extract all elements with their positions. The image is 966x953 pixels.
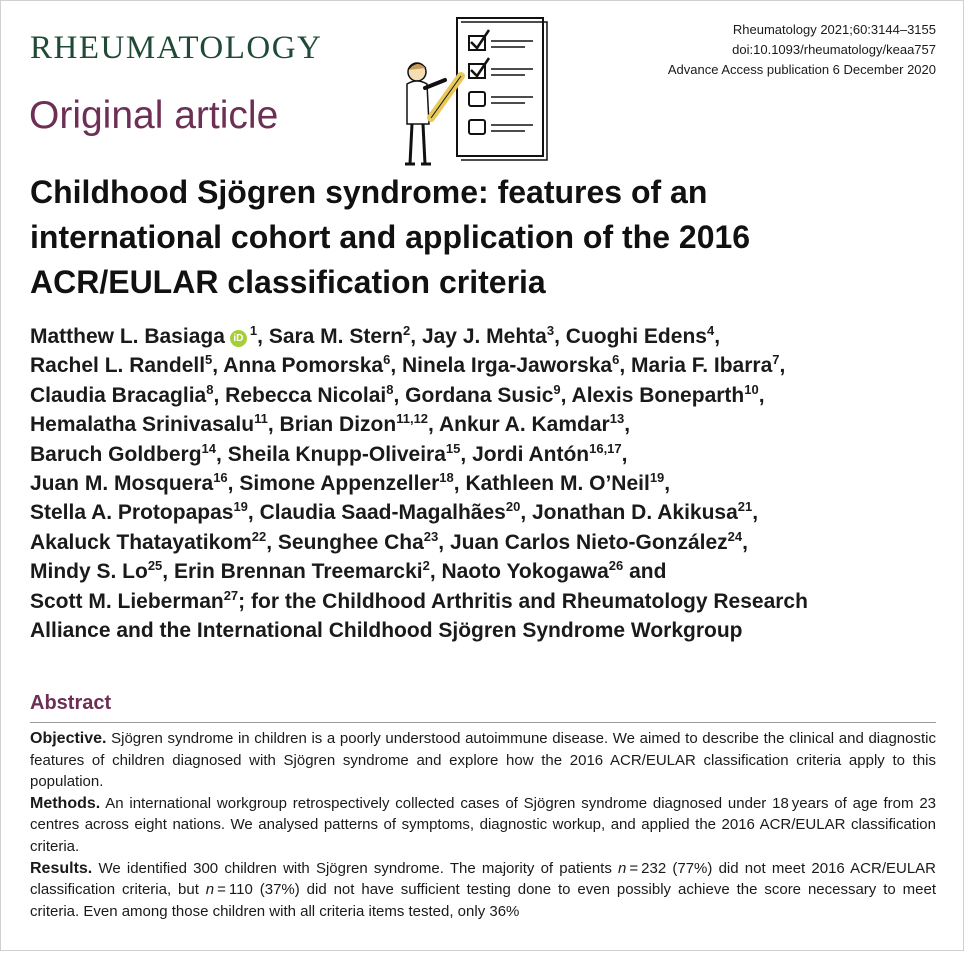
abstract-heading: Abstract <box>30 692 112 714</box>
affiliation-number: 18 <box>439 470 454 486</box>
author-name: Maria F. Ibarra <box>631 354 773 378</box>
author-separator: , <box>624 413 631 437</box>
author-list <box>30 322 950 645</box>
author-separator: , <box>227 472 234 496</box>
author-separator: , <box>266 530 273 554</box>
author-name: Kathleen M. O’Neil <box>465 472 650 496</box>
author-name: Juan Carlos Nieto-González <box>449 530 728 554</box>
author-separator: , <box>393 383 400 407</box>
author-separator: , <box>554 325 560 348</box>
abstract-text: = 232 (77%) did not meet 2016 ACR/EULAR classification criteria, but <box>30 859 937 899</box>
author-name: Sara M. Stern <box>268 325 404 348</box>
checklist-illustration-icon <box>395 14 555 174</box>
author-separator: , <box>267 413 274 437</box>
author-name: Cuoghi Edens <box>565 325 707 348</box>
author-name: Gordana Susic <box>405 383 554 407</box>
author-name: Sheila Knupp-Oliveira <box>227 442 446 466</box>
affiliation-number: 24 <box>727 528 743 544</box>
author-separator: , <box>257 325 263 348</box>
affiliation-number: 6 <box>612 352 620 368</box>
abstract-section <box>30 793 936 858</box>
citation-block <box>668 20 936 80</box>
author-name: Ankur A. Kamdar <box>438 413 610 437</box>
author-name: Hemalatha Srinivasalu <box>30 413 255 437</box>
author-name: Mindy S. Lo <box>30 560 148 584</box>
author-separator: , <box>438 530 445 554</box>
abstract-section <box>30 728 936 793</box>
author-name: Matthew L. Basiaga <box>30 325 225 348</box>
title-line: ACR/EULAR classification criteria <box>30 264 546 300</box>
abstract-section-label: Objective. <box>30 730 107 747</box>
author-line <box>30 322 950 351</box>
author-separator: , <box>213 383 220 407</box>
affiliation-number: 15 <box>445 440 461 456</box>
author-separator: , <box>216 442 222 466</box>
affiliation-number: 13 <box>609 411 625 427</box>
author-line <box>30 616 950 645</box>
author-name: Rebecca Nicolai <box>225 383 387 407</box>
author-name: Simone Appenzeller <box>239 472 440 496</box>
author-separator: , <box>460 442 467 466</box>
author-name: Brian Dizon <box>279 413 397 437</box>
author-separator: , <box>212 354 219 378</box>
author-name: Anna Pomorska <box>223 354 384 378</box>
author-separator: , <box>714 325 721 348</box>
author-separator: , <box>390 354 397 378</box>
author-separator: , <box>758 383 765 407</box>
affiliation-number: 10 <box>744 381 759 397</box>
author-separator: , <box>752 501 759 525</box>
publication-date: Advance Access publication 6 December 2020 <box>667 62 936 77</box>
italic-variable: n <box>205 881 215 899</box>
author-name: Jay J. Mehta <box>421 325 547 348</box>
abstract-divider <box>30 722 936 723</box>
author-separator: , <box>779 354 786 378</box>
title-line: international cohort and application of the 2016 <box>30 219 751 255</box>
affiliation-number: 26 <box>608 558 624 574</box>
affiliation-number: 11,12 <box>396 411 429 427</box>
abstract-section-label: Methods. <box>30 794 101 812</box>
article-type: Original article <box>29 94 279 137</box>
affiliation-number: 4 <box>706 323 715 338</box>
author-separator: and <box>623 560 667 584</box>
affiliation-number: 11 <box>254 411 268 427</box>
author-name: Rachel L. Randell <box>30 354 206 378</box>
author-separator: , <box>428 413 434 437</box>
author-name: Stella A. Protopapas <box>30 501 234 525</box>
author-line <box>30 440 950 469</box>
author-name: Jonathan D. Akikusa <box>532 501 738 525</box>
affiliation-number: 27 <box>223 587 239 603</box>
author-name: Claudia Bracaglia <box>30 383 207 407</box>
author-separator: , <box>619 354 626 378</box>
author-separator: , <box>664 472 671 496</box>
affiliation-number: 8 <box>206 381 214 397</box>
author-line <box>30 410 950 439</box>
affiliation-number: 25 <box>147 558 163 574</box>
author-name: Jordi Antón <box>472 442 590 466</box>
author-name: Scott M. Lieberman <box>30 589 224 613</box>
affiliation-number: 2 <box>403 323 411 338</box>
abstract-body <box>30 728 936 922</box>
citation: Rheumatology 2021;60:3144–3155 <box>732 22 936 37</box>
affiliation-number: 14 <box>201 440 216 456</box>
affiliation-number: 19 <box>233 499 248 515</box>
author-name: Seunghee Cha <box>277 530 424 554</box>
abstract-text: An international workgroup retrospectively collected cases of Sjögren syndrome diagnosed under 18 years of age from 23 centres across eight nations. We analysed patterns of symptoms, diagnostic workup, and applied the 2016 ACR/EULAR classification criteria. <box>30 794 936 855</box>
author-separator: , <box>453 472 460 496</box>
author-separator: , <box>410 325 417 348</box>
abstract-text: = 110 (37%) did not have sufficient testing done to even possibly achieve the score necessary to meet criteria. Even among those children with all criteria items tested, only 36% <box>30 881 936 920</box>
affiliation-number: 9 <box>553 381 561 397</box>
affiliation-number: 3 <box>546 323 555 338</box>
abstract-text: Sjögren syndrome in children is a poorly understood autoimmune disease. We aimed to describe the clinical and diagnostic features of children diagnosed with Sjögren syndrome and explore how the 2016 ACR/EULAR classification criteria apply to this population. <box>30 730 936 791</box>
author-separator: , <box>621 442 628 466</box>
affiliation-number: 16,17 <box>589 440 622 456</box>
affiliation-number: 23 <box>423 528 439 544</box>
abstract-text: We identified 300 children with Sjögren syndrome. The majority of patients <box>92 859 619 877</box>
affiliation-number: 2 <box>422 558 430 574</box>
author-line <box>30 587 950 616</box>
orcid-icon[interactable]: iD <box>230 330 247 347</box>
author-name: Juan M. Mosquera <box>30 472 214 496</box>
author-name: Baruch Goldberg <box>30 442 202 466</box>
author-name: Ninela Irga-Jaworska <box>402 354 613 378</box>
author-name: Akaluck Thatayatikom <box>30 530 252 554</box>
author-separator: ; for the Childhood Arthritis and Rheumatology Research <box>238 589 808 613</box>
abstract-section <box>30 858 936 923</box>
journal-name: RHEUMATOLOGY <box>30 30 323 66</box>
affiliation-number: 21 <box>737 499 753 515</box>
affiliation-number: 20 <box>505 499 521 515</box>
author-separator: , <box>742 530 748 554</box>
author-separator: , <box>560 383 567 407</box>
author-line <box>30 351 950 380</box>
title-line: Childhood Sjögren syndrome: features of an <box>30 174 708 210</box>
author-name: Naoto Yokogawa <box>441 560 609 584</box>
affiliation-number: 16 <box>213 470 228 486</box>
affiliation-number: 7 <box>772 352 780 368</box>
author-line <box>30 528 950 557</box>
author-line <box>30 498 950 527</box>
author-separator: , <box>247 501 254 525</box>
author-name: Claudia Saad-Magalhães <box>259 501 506 525</box>
affiliation-number: 1 <box>249 323 258 338</box>
author-line <box>30 469 950 498</box>
author-separator: , <box>429 560 436 584</box>
author-name: Alexis Boneparth <box>571 383 745 407</box>
affiliation-number: 8 <box>386 381 394 397</box>
affiliation-number: 22 <box>251 528 267 544</box>
affiliation-number: 19 <box>649 470 665 486</box>
author-separator: , <box>162 560 169 584</box>
author-separator: , <box>520 501 527 525</box>
author-name: Alliance and the International Childhood Sjögren Syndrome Workgroup <box>30 619 743 643</box>
article-title <box>30 170 890 305</box>
affiliation-number: 6 <box>383 352 391 368</box>
abstract-section-label: Results. <box>30 859 93 877</box>
affiliation-number: 5 <box>205 352 213 368</box>
author-line <box>30 557 950 586</box>
author-line <box>30 381 950 410</box>
author-name: Erin Brennan Treemarcki <box>173 560 423 584</box>
italic-variable: n <box>618 859 627 877</box>
doi: doi:10.1093/rheumatology/keaa757 <box>732 42 936 57</box>
